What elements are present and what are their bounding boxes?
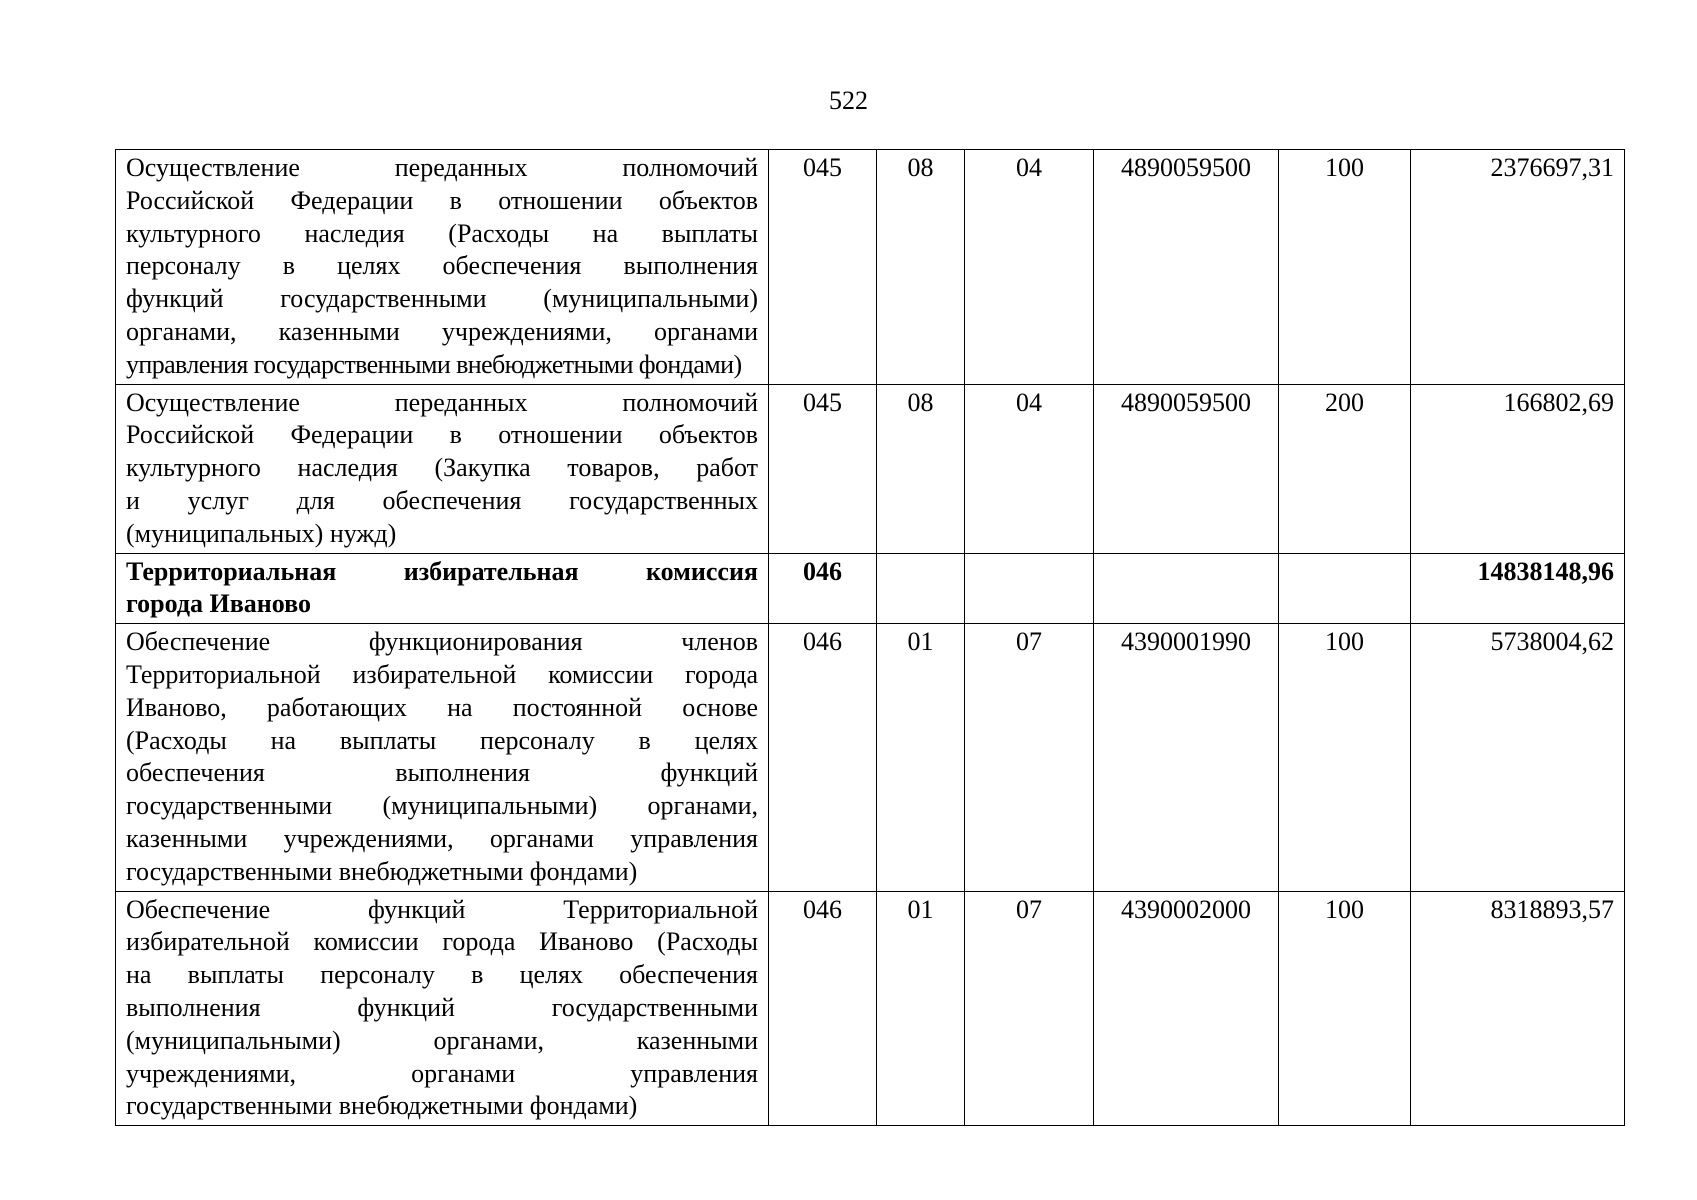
amount-cell: 5738004,62	[1411, 624, 1625, 891]
row-description	[116, 384, 769, 553]
budget-table	[115, 149, 1625, 1126]
description-line: государственными внебюджетными фондами)	[126, 856, 638, 886]
target-article-cell: 4890059500	[1094, 150, 1279, 385]
row-description	[116, 150, 769, 385]
description-line: Территориальной избирательной комиссии города	[126, 659, 758, 689]
amount-cell: 2376697,31	[1411, 150, 1625, 385]
description-line: персоналу в целях обеспечения выполнения	[126, 251, 758, 281]
expense-type-cell: 100	[1279, 624, 1411, 891]
target-article-cell: 4390002000	[1094, 891, 1279, 1126]
description-line: государственными (муниципальными) органами,	[126, 791, 758, 821]
row-description	[116, 624, 769, 891]
amount-cell: 14838148,96	[1411, 553, 1625, 624]
table-row	[116, 150, 1625, 385]
description-line: Иваново, работающих на постоянной основе	[126, 692, 758, 722]
section-code-cell: 01	[877, 624, 965, 891]
description-line: и услуг для обеспечения государственных	[126, 485, 758, 515]
description-line: функций государственными (муниципальными)	[126, 284, 758, 314]
row-description	[116, 891, 769, 1126]
description-line: Российской Федерации в отношении объектов	[126, 185, 758, 215]
description-line: Обеспечение функционирования членов	[126, 627, 758, 657]
ved-code-cell: 046	[769, 624, 877, 891]
description-line: управления государственными внебюджетными фондами)	[126, 349, 742, 379]
description-line: избирательной комиссии города Иваново (Расходы	[126, 927, 758, 957]
row-description	[116, 553, 769, 624]
subsection-code-cell	[965, 553, 1094, 624]
description-line: Осуществление переданных полномочий	[126, 387, 758, 417]
description-line: (муниципальными) органами, казенными	[126, 1025, 758, 1055]
table-row	[116, 553, 1625, 624]
expense-type-cell: 100	[1279, 150, 1411, 385]
section-code-cell: 08	[877, 384, 965, 553]
description-line: (муниципальных) нужд)	[126, 518, 397, 548]
description-line: культурного наследия (Закупка товаров, работ	[126, 453, 758, 483]
amount-cell: 8318893,57	[1411, 891, 1625, 1126]
expense-type-cell: 100	[1279, 891, 1411, 1126]
target-article-cell	[1094, 553, 1279, 624]
description-line: выполнения функций государственными	[126, 992, 758, 1022]
ved-code-cell: 046	[769, 891, 877, 1126]
description-line: казенными учреждениями, органами управления	[126, 823, 758, 853]
subsection-code-cell: 04	[965, 150, 1094, 385]
description-line: культурного наследия (Расходы на выплаты	[126, 218, 758, 248]
description-line: государственными внебюджетными фондами)	[126, 1091, 638, 1121]
description-line: Осуществление переданных полномочий	[126, 153, 758, 182]
description-line: учреждениями, органами управления	[126, 1058, 758, 1088]
subsection-code-cell: 07	[965, 624, 1094, 891]
section-code-cell: 08	[877, 150, 965, 385]
description-line: Обеспечение функций Территориальной	[126, 894, 758, 924]
section-code-cell: 01	[877, 891, 965, 1126]
subsection-code-cell: 04	[965, 384, 1094, 553]
description-line: органами, казенными учреждениями, органами	[126, 316, 758, 346]
description-line: города Иваново	[126, 589, 311, 619]
description-line: Территориальная избирательная комиссия	[126, 556, 758, 586]
table-row	[116, 384, 1625, 553]
page-number: 522	[829, 86, 868, 115]
table-row	[116, 891, 1625, 1126]
description-line: на выплаты персоналу в целях обеспечения	[126, 960, 758, 990]
description-line: (Расходы на выплаты персоналу в целях	[126, 725, 758, 755]
description-line: Российской Федерации в отношении объектов	[126, 420, 758, 450]
ved-code-cell: 045	[769, 150, 877, 385]
subsection-code-cell: 07	[965, 891, 1094, 1126]
description-line: обеспечения выполнения функций	[126, 758, 758, 788]
ved-code-cell: 046	[769, 553, 877, 624]
amount-cell: 166802,69	[1411, 384, 1625, 553]
section-code-cell	[877, 553, 965, 624]
expense-type-cell: 200	[1279, 384, 1411, 553]
expense-type-cell	[1279, 553, 1411, 624]
target-article-cell: 4390001990	[1094, 624, 1279, 891]
table-row	[116, 624, 1625, 891]
target-article-cell: 4890059500	[1094, 384, 1279, 553]
ved-code-cell: 045	[769, 384, 877, 553]
